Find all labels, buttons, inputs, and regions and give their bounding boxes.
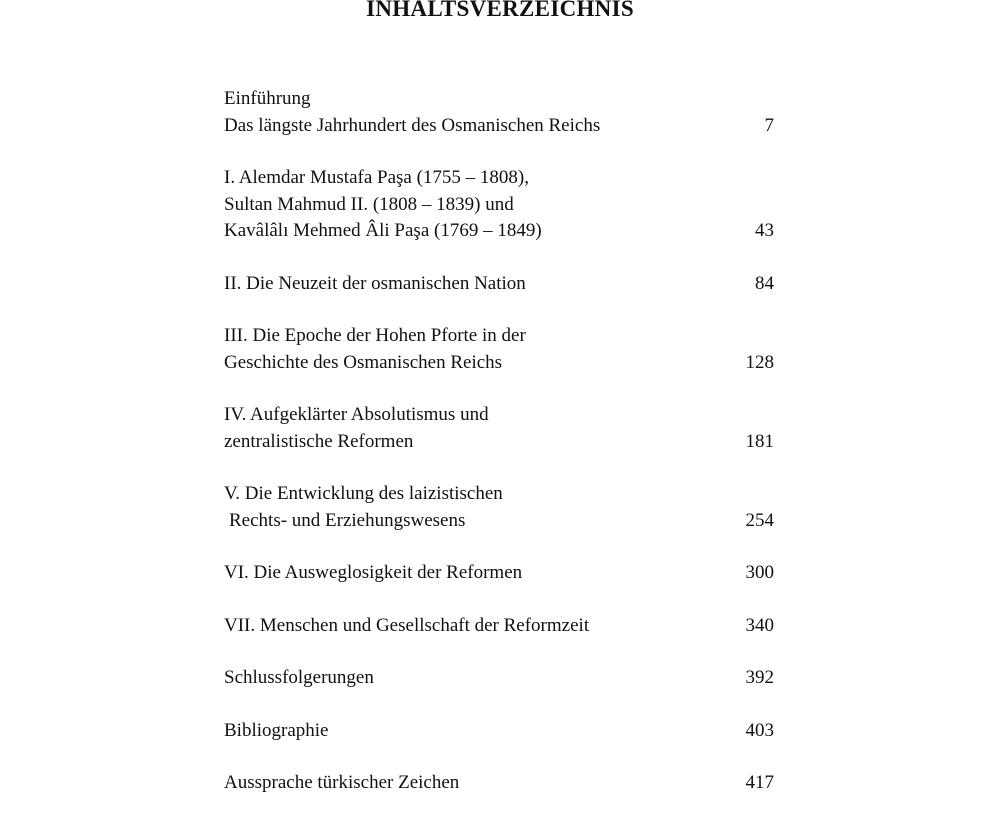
toc-entry-line: VII. Menschen und Gesellschaft der Reformzeit	[224, 614, 590, 636]
toc-page-number: 43	[755, 220, 774, 241]
toc-entry-line: III. Die Epoche der Hohen Pforte in der	[224, 325, 526, 346]
toc-page-number: 254	[745, 509, 774, 531]
toc-page-number: 128	[745, 351, 774, 373]
toc-entry-conclusions	[224, 665, 776, 692]
toc-page-number: 403	[745, 719, 774, 741]
toc-entry-chapter-2	[224, 271, 776, 298]
toc-page-number: 84	[755, 272, 774, 294]
toc-entry-line: Das längste Jahrhundert des Osmanischen Reichs	[224, 114, 601, 136]
toc-entry-introduction	[224, 86, 776, 139]
toc-entry-line: Schlussfolgerungen	[224, 667, 374, 688]
toc-entry-line: Kavâlâlı Mehmed Âli Paşa (1769 – 1849)	[224, 220, 542, 241]
toc-entry-line: V. Die Entwicklung des laizistischen	[224, 483, 503, 504]
table-of-contents	[224, 86, 776, 823]
toc-entry-line: Einführung	[224, 88, 311, 109]
toc-entry-line: II. Die Neuzeit der osmanischen Nation	[224, 272, 526, 294]
toc-entry-line: zentralistische Reformen	[224, 430, 414, 452]
toc-entry-chapter-1	[224, 165, 776, 245]
toc-entry-line: Bibliographie	[224, 719, 329, 741]
toc-entry-pronunciation	[224, 770, 776, 797]
toc-entry-chapter-5	[224, 481, 776, 534]
toc-entry-line: Rechts- und Erziehungswesens	[229, 509, 466, 531]
toc-entry-chapter-6	[224, 560, 776, 587]
toc-page-number: 392	[745, 667, 774, 688]
toc-page-number: 417	[745, 772, 774, 793]
toc-page-number: 181	[745, 430, 774, 452]
toc-page-number: 300	[745, 562, 774, 583]
toc-page-number: 340	[745, 614, 774, 636]
toc-entry-chapter-7	[224, 613, 776, 640]
toc-entry-bibliography	[224, 718, 776, 745]
toc-entry-line: Sultan Mahmud II. (1808 – 1839) und	[224, 193, 514, 215]
toc-entry-line: VI. Die Ausweglosigkeit der Reformen	[224, 562, 523, 583]
toc-entry-line: I. Alemdar Mustafa Paşa (1755 – 1808),	[224, 167, 529, 188]
toc-page-number: 7	[764, 114, 774, 136]
toc-entry-line: Geschichte des Osmanischen Reichs	[224, 351, 503, 373]
toc-entry-chapter-4	[224, 402, 776, 455]
toc-entry-line: Aussprache türkischer Zeichen	[224, 772, 460, 793]
toc-entry-chapter-3	[224, 323, 776, 376]
toc-title: INHALTSVERZEICHNIS	[366, 0, 634, 21]
toc-entry-line: IV. Aufgeklärter Absolutismus und	[224, 404, 489, 425]
